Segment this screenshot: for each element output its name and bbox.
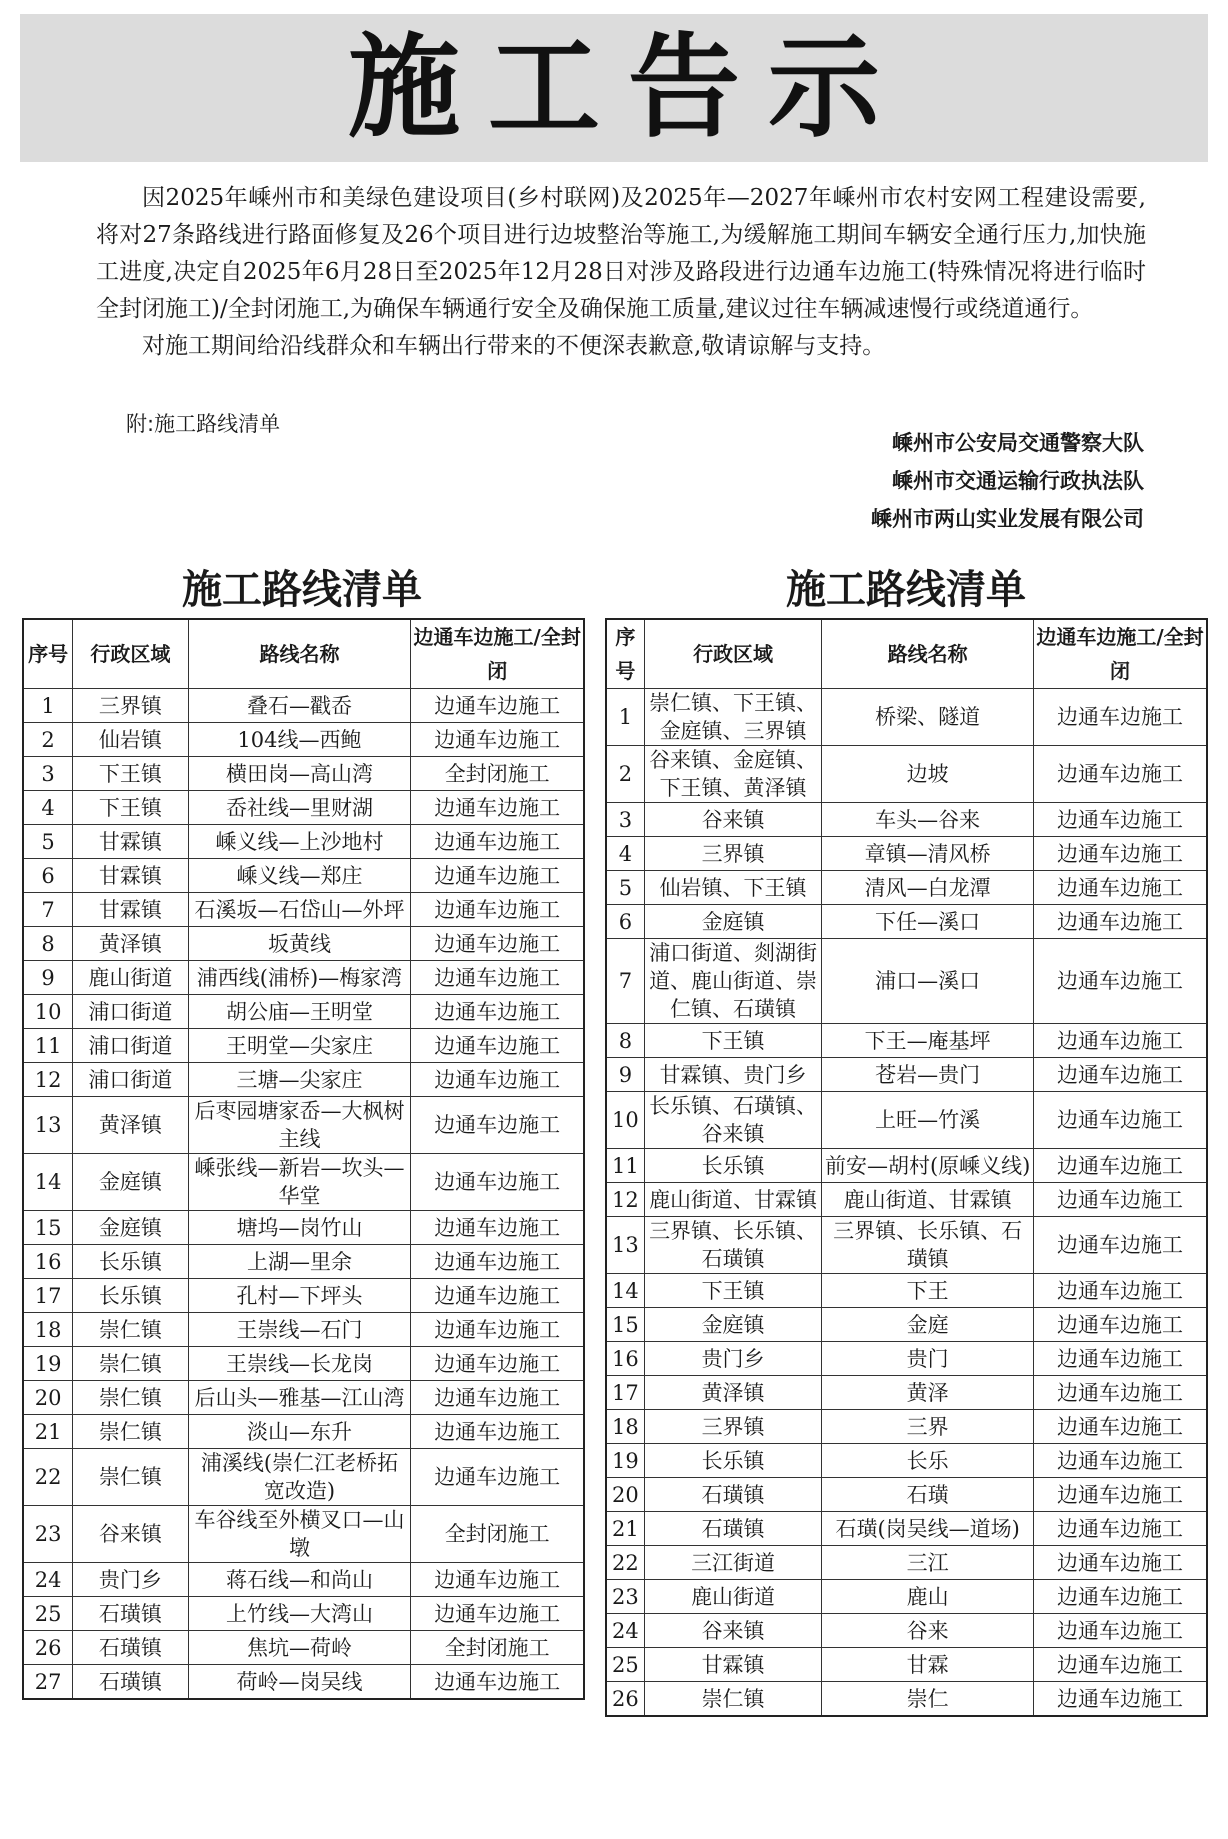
header-region: 行政区域 (73, 619, 188, 689)
cell-seq: 10 (606, 1092, 644, 1149)
cell-region: 谷来镇 (644, 1614, 821, 1648)
cell-seq: 8 (23, 927, 73, 961)
right-table-body (606, 689, 1207, 1717)
table-row (606, 689, 1207, 746)
cell-route: 长乐 (822, 1444, 1034, 1478)
right-route-table (605, 618, 1208, 1717)
table-row (606, 1478, 1207, 1512)
cell-region: 甘霖镇、贵门乡 (644, 1058, 821, 1092)
cell-seq: 10 (23, 995, 73, 1029)
cell-mode: 边通车边施工 (411, 825, 584, 859)
cell-seq: 2 (606, 746, 644, 803)
cell-seq: 26 (606, 1682, 644, 1717)
header-mode: 边通车边施工/全封闭 (1034, 619, 1207, 689)
cell-mode: 边通车边施工 (411, 893, 584, 927)
cell-region: 金庭镇 (73, 1154, 188, 1211)
cell-route: 下王 (822, 1274, 1034, 1308)
cell-mode: 边通车边施工 (411, 689, 584, 723)
cell-seq: 9 (23, 961, 73, 995)
cell-region: 甘霖镇 (644, 1648, 821, 1682)
cell-mode: 边通车边施工 (1034, 1308, 1207, 1342)
cell-region: 浦口街道 (73, 995, 188, 1029)
cell-region: 三界镇 (644, 1410, 821, 1444)
cell-seq: 1 (23, 689, 73, 723)
cell-route: 石璜 (822, 1478, 1034, 1512)
cell-seq: 14 (23, 1154, 73, 1211)
cell-seq: 21 (23, 1415, 73, 1449)
cell-region: 三界镇 (644, 837, 821, 871)
table-row (606, 746, 1207, 803)
cell-route: 上竹线—大湾山 (188, 1597, 411, 1631)
cell-region: 鹿山街道 (644, 1580, 821, 1614)
cell-seq: 13 (606, 1217, 644, 1274)
cell-region: 石璜镇 (73, 1597, 188, 1631)
cell-mode: 边通车边施工 (411, 791, 584, 825)
table-row (606, 1648, 1207, 1682)
cell-seq: 21 (606, 1512, 644, 1546)
cell-seq: 19 (23, 1347, 73, 1381)
cell-seq: 5 (23, 825, 73, 859)
cell-mode: 边通车边施工 (1034, 1444, 1207, 1478)
cell-mode: 边通车边施工 (1034, 1183, 1207, 1217)
cell-seq: 20 (23, 1381, 73, 1415)
cell-region: 黄泽镇 (644, 1376, 821, 1410)
cell-mode: 边通车边施工 (411, 1097, 584, 1154)
cell-region: 崇仁镇 (73, 1415, 188, 1449)
cell-route: 石璜(岗吴线—道场) (822, 1512, 1034, 1546)
cell-route: 三界镇、长乐镇、石璜镇 (822, 1217, 1034, 1274)
cell-seq: 3 (23, 757, 73, 791)
cell-route: 贵门 (822, 1342, 1034, 1376)
cell-route: 崇仁 (822, 1682, 1034, 1717)
cell-region: 石璜镇 (644, 1478, 821, 1512)
cell-mode: 边通车边施工 (411, 1245, 584, 1279)
cell-region: 下王镇 (73, 791, 188, 825)
cell-route: 苍岩—贵门 (822, 1058, 1034, 1092)
cell-mode: 边通车边施工 (1034, 871, 1207, 905)
cell-seq: 1 (606, 689, 644, 746)
table-row (23, 893, 584, 927)
table-row (23, 859, 584, 893)
cell-route: 坂黄线 (188, 927, 411, 961)
notice-paragraph-1: 因2025年嵊州市和美绿色建设项目(乡村联网)及2025年—2027年嵊州市农村安网工程建设需要,将对27条路线进行路面修复及26个项目进行边坡整治等施工,为缓解施工期间车辆安全通行压力,加快施工进度,决定自2025年6月28日至2025年12月28日对涉及路段进行边通车边施工(特殊情况将进行临时全封闭施工)/全封闭施工,为确保车辆通行安全及确保施工质量,建议过往车辆减速慢行或绕道通行。 (96, 185, 1146, 322)
attachment-note: 附:施工路线清单 (126, 412, 281, 436)
cell-region: 长乐镇 (73, 1245, 188, 1279)
table-row (23, 723, 584, 757)
cell-route: 鹿山街道、甘霖镇 (822, 1183, 1034, 1217)
cell-route: 三江 (822, 1546, 1034, 1580)
cell-route: 石溪坂—石岱山—外坪 (188, 893, 411, 927)
cell-region: 长乐镇 (644, 1149, 821, 1183)
cell-region: 崇仁镇 (73, 1313, 188, 1347)
cell-route: 边坡 (822, 746, 1034, 803)
table-row (23, 791, 584, 825)
cell-region: 三界镇、长乐镇、石璜镇 (644, 1217, 821, 1274)
notice-banner (20, 14, 1208, 162)
cell-seq: 6 (606, 905, 644, 939)
cell-mode: 边通车边施工 (411, 1347, 584, 1381)
table-row (23, 1029, 584, 1063)
cell-route: 后山头—雅基—江山湾 (188, 1381, 411, 1415)
cell-region: 长乐镇 (73, 1279, 188, 1313)
cell-region: 浦口街道 (73, 1029, 188, 1063)
cell-region: 下王镇 (644, 1024, 821, 1058)
cell-route: 王崇线—长龙岗 (188, 1347, 411, 1381)
table-row (606, 1092, 1207, 1149)
cell-seq: 22 (606, 1546, 644, 1580)
cell-region: 金庭镇 (73, 1211, 188, 1245)
banner-title: 施工告示 (348, 23, 908, 153)
cell-mode: 边通车边施工 (411, 1563, 584, 1597)
cell-mode: 边通车边施工 (1034, 837, 1207, 871)
table-row (606, 1614, 1207, 1648)
table-row (23, 1063, 584, 1097)
cell-mode: 边通车边施工 (411, 723, 584, 757)
cell-mode: 边通车边施工 (411, 1381, 584, 1415)
cell-mode: 边通车边施工 (1034, 1648, 1207, 1682)
cell-route: 浦溪线(崇仁江老桥拓宽改造) (188, 1449, 411, 1506)
cell-route: 前安—胡村(原嵊义线) (822, 1149, 1034, 1183)
table-row (606, 1274, 1207, 1308)
cell-route: 下任—溪口 (822, 905, 1034, 939)
cell-seq: 25 (23, 1597, 73, 1631)
cell-route: 蒋石线—和尚山 (188, 1563, 411, 1597)
cell-region: 石璜镇 (73, 1631, 188, 1665)
cell-region: 三界镇 (73, 689, 188, 723)
cell-seq: 20 (606, 1478, 644, 1512)
cell-route: 岙社线—里财湖 (188, 791, 411, 825)
cell-mode: 边通车边施工 (1034, 689, 1207, 746)
cell-region: 崇仁镇、下王镇、金庭镇、三界镇 (644, 689, 821, 746)
cell-region: 崇仁镇 (73, 1347, 188, 1381)
cell-mode: 全封闭施工 (411, 1631, 584, 1665)
table-row (606, 837, 1207, 871)
cell-region: 下王镇 (73, 757, 188, 791)
cell-region: 鹿山街道 (73, 961, 188, 995)
cell-mode: 边通车边施工 (411, 927, 584, 961)
cell-mode: 边通车边施工 (1034, 1274, 1207, 1308)
table-row (23, 1154, 584, 1211)
signer-2: 嵊州市交通运输行政执法队 (892, 469, 1144, 493)
header-region: 行政区域 (644, 619, 821, 689)
cell-region: 黄泽镇 (73, 927, 188, 961)
cell-mode: 边通车边施工 (1034, 1058, 1207, 1092)
cell-route: 章镇—清风桥 (822, 837, 1034, 871)
cell-seq: 11 (606, 1149, 644, 1183)
cell-region: 三江街道 (644, 1546, 821, 1580)
cell-seq: 16 (606, 1342, 644, 1376)
cell-seq: 7 (23, 893, 73, 927)
cell-route: 三界 (822, 1410, 1034, 1444)
cell-region: 浦口街道 (73, 1063, 188, 1097)
cell-route: 王崇线—石门 (188, 1313, 411, 1347)
cell-seq: 13 (23, 1097, 73, 1154)
cell-mode: 边通车边施工 (411, 1154, 584, 1211)
table-row (23, 927, 584, 961)
cell-seq: 3 (606, 803, 644, 837)
cell-route: 下王—庵基坪 (822, 1024, 1034, 1058)
cell-route: 孔村—下坪头 (188, 1279, 411, 1313)
table-row (606, 1512, 1207, 1546)
cell-seq: 8 (606, 1024, 644, 1058)
cell-seq: 27 (23, 1665, 73, 1700)
cell-mode: 全封闭施工 (411, 1506, 584, 1563)
table-row (606, 1580, 1207, 1614)
right-list-title: 施工路线清单 (786, 566, 1026, 613)
cell-route: 车谷线至外横叉口—山墩 (188, 1506, 411, 1563)
table-row (606, 1217, 1207, 1274)
table-row (606, 803, 1207, 837)
cell-seq: 5 (606, 871, 644, 905)
table-row (606, 1024, 1207, 1058)
table-row (23, 1211, 584, 1245)
table-row (606, 871, 1207, 905)
cell-mode: 边通车边施工 (1034, 1546, 1207, 1580)
table-row (606, 1410, 1207, 1444)
cell-seq: 15 (23, 1211, 73, 1245)
cell-mode: 边通车边施工 (1034, 1217, 1207, 1274)
cell-seq: 19 (606, 1444, 644, 1478)
cell-mode: 全封闭施工 (411, 757, 584, 791)
cell-route: 嵊义线—上沙地村 (188, 825, 411, 859)
cell-seq: 22 (23, 1449, 73, 1506)
cell-mode: 边通车边施工 (411, 1211, 584, 1245)
cell-mode: 边通车边施工 (1034, 1478, 1207, 1512)
table-row (23, 1415, 584, 1449)
table-row (23, 757, 584, 791)
table-row (23, 961, 584, 995)
cell-route: 焦坑—荷岭 (188, 1631, 411, 1665)
cell-route: 黄泽 (822, 1376, 1034, 1410)
table-row (606, 1149, 1207, 1183)
header-seq: 序号 (23, 619, 73, 689)
cell-seq: 16 (23, 1245, 73, 1279)
cell-seq: 23 (23, 1506, 73, 1563)
cell-seq: 24 (23, 1563, 73, 1597)
table-header-row (606, 619, 1207, 689)
cell-region: 甘霖镇 (73, 893, 188, 927)
left-list-title: 施工路线清单 (182, 566, 422, 613)
cell-route: 淡山—东升 (188, 1415, 411, 1449)
cell-seq: 15 (606, 1308, 644, 1342)
cell-route: 后枣园塘家岙—大枫树主线 (188, 1097, 411, 1154)
cell-mode: 边通车边施工 (411, 1415, 584, 1449)
cell-seq: 18 (606, 1410, 644, 1444)
cell-mode: 边通车边施工 (1034, 1342, 1207, 1376)
cell-route: 清风—白龙潭 (822, 871, 1034, 905)
table-row (23, 1449, 584, 1506)
cell-seq: 12 (606, 1183, 644, 1217)
table-row (23, 825, 584, 859)
table-row (23, 1597, 584, 1631)
cell-route: 鹿山 (822, 1580, 1034, 1614)
table-header-row (23, 619, 584, 689)
cell-region: 浦口街道、剡湖街道、鹿山街道、崇仁镇、石璜镇 (644, 939, 821, 1024)
cell-mode: 边通车边施工 (411, 1029, 584, 1063)
cell-mode: 边通车边施工 (1034, 1580, 1207, 1614)
table-row (606, 1058, 1207, 1092)
header-route: 路线名称 (822, 619, 1034, 689)
cell-region: 长乐镇、石璜镇、谷来镇 (644, 1092, 821, 1149)
cell-seq: 2 (23, 723, 73, 757)
cell-seq: 14 (606, 1274, 644, 1308)
cell-mode: 边通车边施工 (411, 1449, 584, 1506)
cell-route: 王明堂—尖家庄 (188, 1029, 411, 1063)
cell-region: 谷来镇、金庭镇、下王镇、黄泽镇 (644, 746, 821, 803)
cell-route: 叠石—戳岙 (188, 689, 411, 723)
table-row (23, 1097, 584, 1154)
table-row (606, 1444, 1207, 1478)
cell-region: 崇仁镇 (73, 1449, 188, 1506)
cell-mode: 边通车边施工 (1034, 1024, 1207, 1058)
table-row (23, 1381, 584, 1415)
cell-region: 鹿山街道、甘霖镇 (644, 1183, 821, 1217)
cell-seq: 25 (606, 1648, 644, 1682)
cell-mode: 边通车边施工 (1034, 1614, 1207, 1648)
cell-route: 荷岭—岗吴线 (188, 1665, 411, 1700)
table-row (23, 1631, 584, 1665)
cell-seq: 18 (23, 1313, 73, 1347)
cell-mode: 边通车边施工 (1034, 1376, 1207, 1410)
cell-mode: 边通车边施工 (411, 1279, 584, 1313)
table-row (23, 1279, 584, 1313)
cell-mode: 边通车边施工 (411, 859, 584, 893)
cell-mode: 边通车边施工 (1034, 939, 1207, 1024)
cell-seq: 17 (23, 1279, 73, 1313)
cell-seq: 11 (23, 1029, 73, 1063)
notice-body (96, 180, 1146, 365)
table-row (23, 1313, 584, 1347)
cell-mode: 边通车边施工 (1034, 1682, 1207, 1717)
cell-mode: 边通车边施工 (1034, 803, 1207, 837)
cell-seq: 23 (606, 1580, 644, 1614)
signer-block (871, 424, 1144, 538)
cell-region: 甘霖镇 (73, 859, 188, 893)
left-route-table (22, 618, 585, 1700)
table-row (606, 939, 1207, 1024)
table-row (23, 689, 584, 723)
table-row (606, 905, 1207, 939)
cell-region: 仙岩镇、下王镇 (644, 871, 821, 905)
cell-region: 金庭镇 (644, 905, 821, 939)
cell-region: 石璜镇 (644, 1512, 821, 1546)
cell-route: 塘坞—岗竹山 (188, 1211, 411, 1245)
left-table-body (23, 689, 584, 1700)
table-row (23, 1347, 584, 1381)
cell-mode: 边通车边施工 (411, 1313, 584, 1347)
header-mode: 边通车边施工/全封闭 (411, 619, 584, 689)
table-row (23, 1665, 584, 1700)
cell-seq: 9 (606, 1058, 644, 1092)
cell-mode: 边通车边施工 (1034, 1149, 1207, 1183)
cell-route: 三塘—尖家庄 (188, 1063, 411, 1097)
cell-route: 胡公庙—王明堂 (188, 995, 411, 1029)
notice-paragraph-2: 对施工期间给沿线群众和车辆出行带来的不便深表歉意,敬请谅解与支持。 (142, 333, 886, 359)
cell-mode: 边通车边施工 (1034, 1092, 1207, 1149)
cell-region: 谷来镇 (73, 1506, 188, 1563)
table-row (606, 1682, 1207, 1717)
cell-region: 下王镇 (644, 1274, 821, 1308)
cell-region: 贵门乡 (73, 1563, 188, 1597)
table-row (23, 1563, 584, 1597)
cell-region: 黄泽镇 (73, 1097, 188, 1154)
table-row (606, 1546, 1207, 1580)
cell-mode: 边通车边施工 (1034, 1410, 1207, 1444)
signer-3: 嵊州市两山实业发展有限公司 (871, 507, 1144, 531)
table-row (606, 1342, 1207, 1376)
cell-region: 仙岩镇 (73, 723, 188, 757)
cell-region: 谷来镇 (644, 803, 821, 837)
header-route: 路线名称 (188, 619, 411, 689)
cell-region: 甘霖镇 (73, 825, 188, 859)
table-row (23, 1506, 584, 1563)
cell-route: 浦西线(浦桥)—梅家湾 (188, 961, 411, 995)
cell-region: 贵门乡 (644, 1342, 821, 1376)
table-row (23, 995, 584, 1029)
cell-route: 谷来 (822, 1614, 1034, 1648)
cell-route: 嵊义线—郑庄 (188, 859, 411, 893)
cell-mode: 边通车边施工 (411, 961, 584, 995)
table-row (606, 1183, 1207, 1217)
cell-seq: 4 (606, 837, 644, 871)
cell-seq: 17 (606, 1376, 644, 1410)
cell-region: 崇仁镇 (73, 1381, 188, 1415)
cell-region: 金庭镇 (644, 1308, 821, 1342)
cell-region: 石璜镇 (73, 1665, 188, 1700)
cell-route: 桥梁、隧道 (822, 689, 1034, 746)
cell-seq: 6 (23, 859, 73, 893)
cell-route: 上旺—竹溪 (822, 1092, 1034, 1149)
cell-mode: 边通车边施工 (411, 995, 584, 1029)
header-seq: 序号 (606, 619, 644, 689)
cell-mode: 边通车边施工 (1034, 1512, 1207, 1546)
cell-mode: 边通车边施工 (411, 1597, 584, 1631)
cell-seq: 24 (606, 1614, 644, 1648)
table-row (23, 1245, 584, 1279)
cell-seq: 4 (23, 791, 73, 825)
cell-mode: 边通车边施工 (411, 1063, 584, 1097)
signer-1: 嵊州市公安局交通警察大队 (892, 431, 1144, 455)
cell-route: 车头—谷来 (822, 803, 1034, 837)
cell-seq: 12 (23, 1063, 73, 1097)
cell-seq: 7 (606, 939, 644, 1024)
cell-route: 嵊张线—新岩—坎头—华堂 (188, 1154, 411, 1211)
cell-mode: 边通车边施工 (411, 1665, 584, 1700)
cell-mode: 边通车边施工 (1034, 905, 1207, 939)
cell-mode: 边通车边施工 (1034, 746, 1207, 803)
cell-route: 甘霖 (822, 1648, 1034, 1682)
cell-route: 横田岗—高山湾 (188, 757, 411, 791)
cell-route: 104线—西鲍 (188, 723, 411, 757)
cell-route: 金庭 (822, 1308, 1034, 1342)
cell-seq: 26 (23, 1631, 73, 1665)
table-row (606, 1308, 1207, 1342)
cell-region: 崇仁镇 (644, 1682, 821, 1717)
table-row (606, 1376, 1207, 1410)
cell-route: 上湖—里余 (188, 1245, 411, 1279)
cell-route: 浦口—溪口 (822, 939, 1034, 1024)
cell-region: 长乐镇 (644, 1444, 821, 1478)
